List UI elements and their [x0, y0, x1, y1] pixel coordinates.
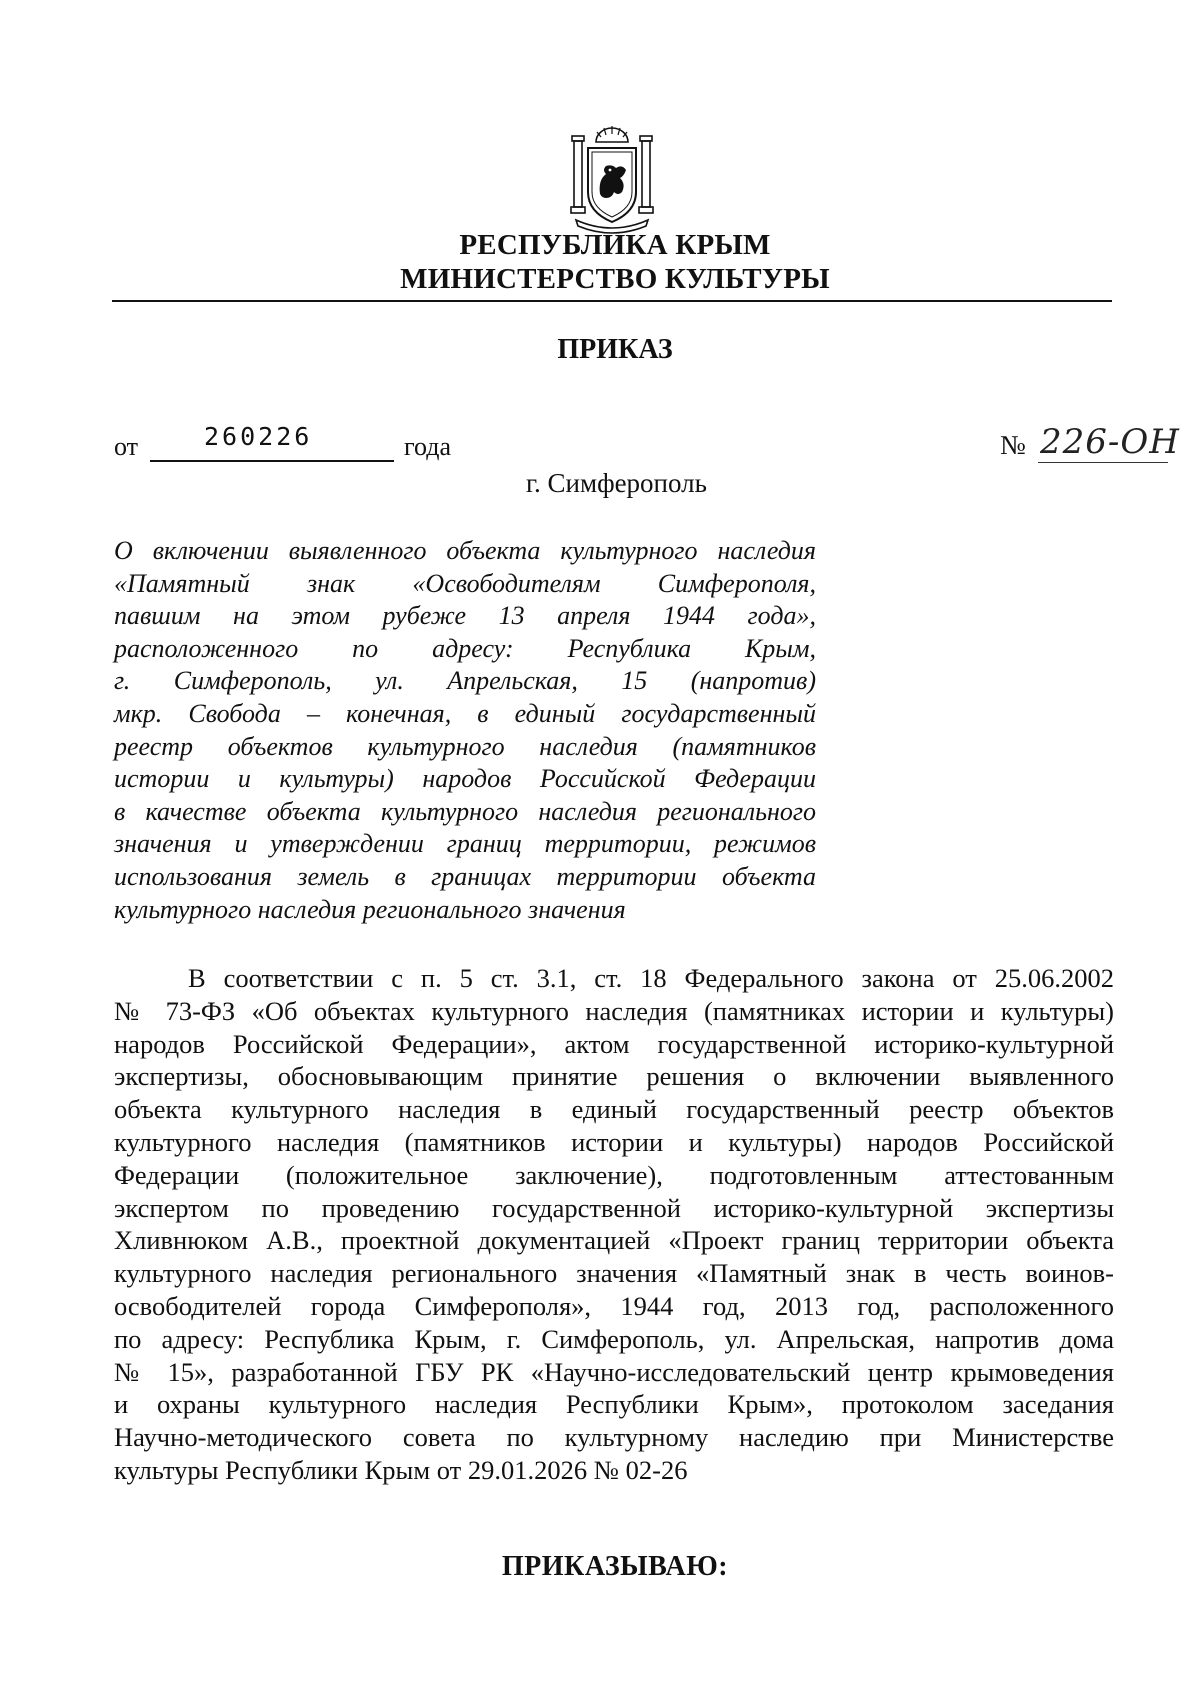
body-line: объекта культурного наследия в единый государственный реестр объектов — [114, 1094, 1114, 1125]
subject-line: «Памятный знак «Освободителям Симферополя, — [114, 568, 816, 598]
document-number — [1000, 422, 1190, 474]
city-name: г. Симферополь — [526, 468, 707, 498]
body-line: народов Российской Федерации», актом государственной историко-культурной — [114, 1028, 1114, 1059]
subject-line: павшим на этом рубеже 13 апреля 1944 года», — [114, 601, 816, 631]
number-value: 226-ОН — [1040, 422, 1180, 462]
body-line: культурного наследия (памятников истории и культуры) народов Российской — [114, 1126, 1114, 1157]
body-line: Хливнюком А.В., проектной документацией «Проект границ территории объекта — [114, 1225, 1114, 1256]
subject-line: реестр объектов культурного наследия (памятников — [114, 731, 816, 761]
subject-line: истории и культуры) народов Российской Федерации — [114, 764, 816, 794]
body-line: В соответствии с п. 5 ст. 3.1, ст. 18 Федерального закона от 25.06.2002 — [188, 963, 1114, 993]
body-line: № 73-ФЗ «Об объектах культурного наследия (памятниках истории и культуры) — [114, 995, 1114, 1026]
date-value: 260226 — [204, 422, 313, 451]
subject-line: значения и утверждении границ территории, режимов — [114, 829, 816, 859]
body-line: экспертизы, обосновывающим принятие решения о включении выявленного — [114, 1061, 1114, 1092]
date-suffix: года — [404, 432, 452, 461]
body-line: № 15», разработанной ГБУ РК «Научно-исследовательский центр крымоведения — [114, 1356, 1114, 1387]
org-name-republic: РЕСПУБЛИКА КРЫМ — [459, 229, 771, 261]
subject-line: в качестве объекта культурного наследия регионального — [114, 796, 816, 826]
body-line: культуры Республики Крым от 29.01.2026 № 02-26 — [114, 1454, 688, 1485]
order-subject — [114, 535, 816, 926]
subject-line: культурного наследия регионального значения — [114, 894, 626, 924]
subject-line: О включении выявленного объекта культурного наследия — [114, 536, 816, 565]
body-line: и охраны культурного наследия Республики Крым», протоколом заседания — [114, 1389, 1114, 1420]
body-line: Научно-методического совета по культурному наследию при Министерстве — [114, 1422, 1114, 1453]
number-sign: № — [1000, 430, 1026, 460]
date-prefix: от — [114, 432, 139, 461]
subject-line: г. Симферополь, ул. Апрельская, 15 (напротив) — [114, 666, 816, 696]
header-divider — [112, 300, 1112, 302]
body-line: культурного наследия регионального значения «Памятный знак в честь воинов- — [114, 1258, 1114, 1289]
number-underline — [1038, 462, 1168, 463]
date-field — [114, 422, 514, 462]
body-line: освободителей города Симферополя», 1944 год, 2013 год, расположенного — [114, 1290, 1114, 1321]
document-title: ПРИКАЗ — [557, 334, 673, 365]
date-underline — [150, 460, 394, 462]
subject-line: использования земель в границах территории объекта — [114, 861, 816, 891]
body-line: Федерации (положительное заключение), подготовленным аттестованным — [114, 1159, 1114, 1190]
org-name-ministry: МИНИСТЕРСТВО КУЛЬТУРЫ — [400, 263, 830, 295]
body-line: по адресу: Республика Крым, г. Симферополь, ул. Апрельская, напротив дома — [114, 1323, 1114, 1354]
crimea-coat-of-arms-icon — [566, 120, 658, 234]
order-heading: ПРИКАЗЫВАЮ: — [501, 1551, 729, 1582]
subject-line: мкр. Свобода – конечная, в единый государственный — [114, 698, 816, 728]
preamble-paragraph — [114, 962, 1114, 1487]
body-line: экспертом по проведению государственной историко-культурной экспертизы — [114, 1192, 1114, 1223]
subject-line: расположенного по адресу: Республика Крым, — [114, 633, 816, 663]
